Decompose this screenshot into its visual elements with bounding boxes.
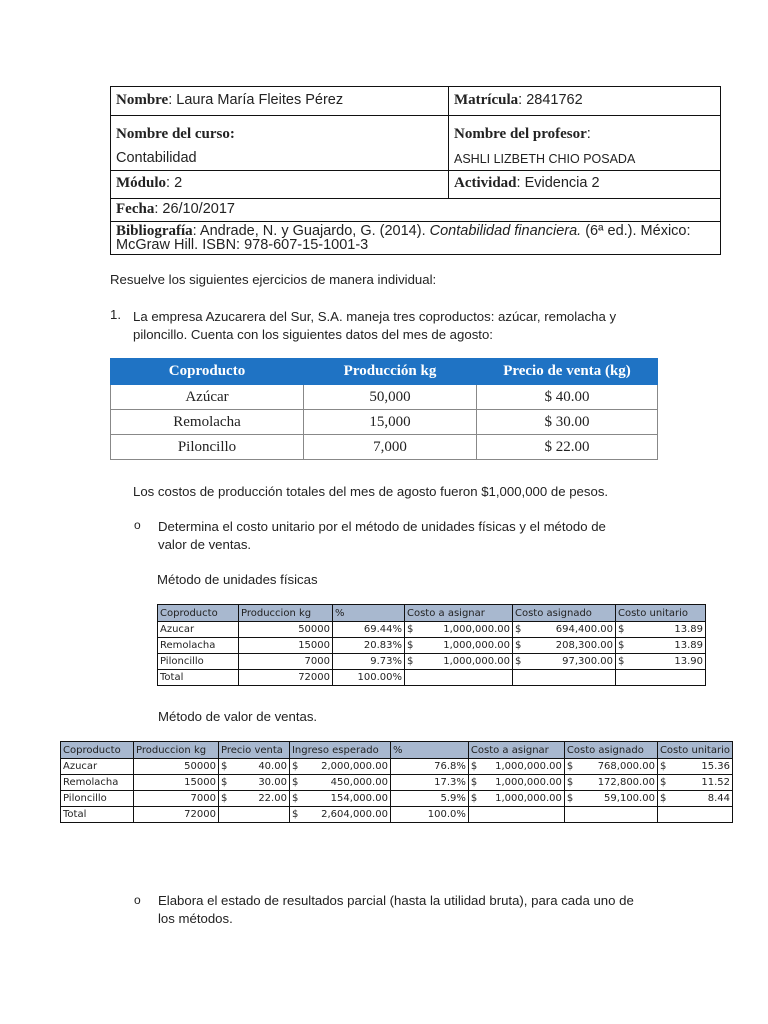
modulo-cell bbox=[111, 171, 449, 198]
currency-symbol: $ bbox=[515, 624, 522, 635]
bibliografia-edition: (6ª ed.). México: McGraw Hill. ISBN: 978-607-15-1001-3 bbox=[116, 223, 691, 253]
coproductos-header-row bbox=[111, 359, 658, 385]
t1-header-costo-unitario: Costo unitario bbox=[616, 605, 706, 622]
info-row-curso bbox=[111, 116, 720, 171]
t1-cell-name: Piloncillo bbox=[158, 654, 239, 670]
currency-symbol: $ bbox=[220, 761, 228, 772]
t2-cell-asignar bbox=[468, 759, 564, 775]
t1-cell-asignar bbox=[405, 622, 513, 638]
cell-precio: $ 30.00 bbox=[477, 410, 658, 435]
t1-cell-asignado bbox=[513, 654, 616, 670]
t1-total-pct: 100.00% bbox=[333, 670, 405, 686]
table-row bbox=[158, 622, 706, 638]
currency-symbol: $ bbox=[618, 656, 625, 667]
t2-cell-ingreso bbox=[289, 791, 390, 807]
fecha-label: Fecha bbox=[116, 201, 155, 217]
exercise-text-line1: La empresa Azucarera del Sur, S.A. maneja tres coproductos: azúcar, remolacha y bbox=[133, 309, 617, 324]
nombre-value: : Laura María Fleites Pérez bbox=[168, 92, 344, 108]
table-row bbox=[158, 638, 706, 654]
fecha-value: : 26/10/2017 bbox=[154, 201, 235, 217]
t2-header-costo-asignado: Costo asignado bbox=[564, 742, 657, 759]
info-row-bibliografia bbox=[111, 222, 720, 254]
t2-cell-name: Piloncillo bbox=[61, 791, 134, 807]
currency-symbol: $ bbox=[515, 656, 522, 667]
bibliografia-text: : Andrade, N. y Guajardo, G. (2014). bbox=[192, 223, 430, 239]
t1-value-unitario: 13.89 bbox=[674, 640, 703, 651]
t2-value-asignado: 59,100.00 bbox=[604, 793, 655, 804]
currency-symbol: $ bbox=[220, 793, 228, 804]
t2-cell-kg: 7000 bbox=[133, 791, 218, 807]
t2-cell-precio bbox=[218, 791, 289, 807]
profesor-cell: Nombre del profesor: ASHLI LIZBETH CHIO POSADA bbox=[449, 116, 720, 170]
currency-symbol: $ bbox=[618, 624, 625, 635]
t1-total-kg: 72000 bbox=[239, 670, 333, 686]
total-row bbox=[61, 807, 733, 823]
t2-cell-precio bbox=[218, 759, 289, 775]
nombre-label: Nombre bbox=[116, 92, 169, 108]
t2-header-ingreso: Ingreso esperado bbox=[289, 742, 390, 759]
t2-header-costo-asignar: Costo a asignar bbox=[468, 742, 564, 759]
actividad-label: Actividad bbox=[454, 175, 517, 191]
t2-cell-unitario bbox=[657, 759, 732, 775]
t1-cell-kg: 15000 bbox=[239, 638, 333, 654]
total-row bbox=[158, 670, 706, 686]
intro-text: Resuelve los siguientes ejercicios de manera individual: bbox=[110, 272, 437, 287]
t2-cell-asignado bbox=[564, 775, 657, 791]
nombre-cell bbox=[111, 87, 449, 115]
coproductos-table bbox=[110, 358, 658, 460]
xl-header-row bbox=[61, 742, 733, 759]
t2-value-asignar: 1,000,000.00 bbox=[495, 761, 562, 772]
cell-coproducto: Piloncillo bbox=[111, 435, 304, 460]
t1-header-costo-asignado: Costo asignado bbox=[513, 605, 616, 622]
t2-cell-name: Azucar bbox=[61, 759, 134, 775]
t1-cell-unitario bbox=[616, 638, 706, 654]
curso-value: Contabilidad bbox=[116, 150, 197, 166]
t2-total-pct: 100.0% bbox=[390, 807, 468, 823]
t1-header-produccion: Produccion kg bbox=[239, 605, 333, 622]
t1-header-pct: % bbox=[333, 605, 405, 622]
t2-header-costo-unitario: Costo unitario bbox=[657, 742, 732, 759]
xl-header-row bbox=[158, 605, 706, 622]
header-coproducto: Coproducto bbox=[111, 359, 304, 385]
t2-value-unitario: 11.52 bbox=[701, 777, 730, 788]
t1-value-asignado: 97,300.00 bbox=[562, 656, 613, 667]
t2-value-asignado: 172,800.00 bbox=[597, 777, 655, 788]
t2-cell-ingreso bbox=[289, 775, 390, 791]
modulo-value: : 2 bbox=[166, 175, 183, 191]
currency-symbol: $ bbox=[291, 777, 299, 788]
currency-symbol: $ bbox=[515, 640, 522, 651]
t1-cell-unitario bbox=[616, 654, 706, 670]
valor-ventas-table bbox=[60, 741, 733, 823]
t2-header-coproducto: Coproducto bbox=[61, 742, 134, 759]
currency-symbol: $ bbox=[291, 809, 299, 820]
t1-value-asignar: 1,000,000.00 bbox=[443, 640, 510, 651]
t2-total-empty bbox=[657, 807, 732, 823]
t1-cell-name: Remolacha bbox=[158, 638, 239, 654]
t1-total-empty bbox=[405, 670, 513, 686]
t2-cell-ingreso bbox=[289, 759, 390, 775]
matricula-label: Matrícula bbox=[454, 92, 519, 108]
t2-cell-precio bbox=[218, 775, 289, 791]
curso-label: Nombre del curso bbox=[116, 126, 230, 142]
t2-value-ingreso: 450,000.00 bbox=[330, 777, 388, 788]
unidades-fisicas-table bbox=[157, 604, 706, 686]
t1-value-asignar: 1,000,000.00 bbox=[443, 656, 510, 667]
table-row bbox=[111, 435, 658, 460]
t2-total-label: Total bbox=[61, 807, 134, 823]
currency-symbol: $ bbox=[407, 624, 414, 635]
t2-header-pct: % bbox=[390, 742, 468, 759]
bullet1-line1: Determina el costo unitario por el método de unidades físicas y el método de bbox=[158, 519, 606, 534]
t1-cell-pct: 20.83% bbox=[333, 638, 405, 654]
t2-value-asignar: 1,000,000.00 bbox=[495, 793, 562, 804]
modulo-label: Módulo bbox=[116, 175, 167, 191]
actividad-value: : Evidencia 2 bbox=[516, 175, 600, 191]
t1-cell-asignar bbox=[405, 638, 513, 654]
t1-cell-asignado bbox=[513, 622, 616, 638]
t2-cell-pct: 17.3% bbox=[390, 775, 468, 791]
currency-symbol: $ bbox=[659, 793, 667, 804]
t2-value-precio: 22.00 bbox=[258, 793, 287, 804]
t2-value-ingreso: 2,000,000.00 bbox=[321, 761, 388, 772]
profesor-value: ASHLI LIZBETH CHIO POSADA bbox=[454, 152, 636, 166]
cell-coproducto: Remolacha bbox=[111, 410, 304, 435]
t1-value-asignado: 208,300.00 bbox=[555, 640, 613, 651]
t1-header-coproducto: Coproducto bbox=[158, 605, 239, 622]
t1-cell-unitario bbox=[616, 622, 706, 638]
metodo2-title: Método de valor de ventas. bbox=[158, 709, 318, 724]
currency-symbol: $ bbox=[407, 656, 414, 667]
info-row-modulo bbox=[111, 171, 720, 199]
t2-total-ingreso bbox=[289, 807, 390, 823]
actividad-cell bbox=[449, 171, 720, 198]
currency-symbol: $ bbox=[291, 761, 299, 772]
cell-produccion: 7,000 bbox=[304, 435, 477, 460]
t1-cell-kg: 7000 bbox=[239, 654, 333, 670]
t2-cell-unitario bbox=[657, 791, 732, 807]
t1-cell-pct: 69.44% bbox=[333, 622, 405, 638]
t1-header-costo-asignar: Costo a asignar bbox=[405, 605, 513, 622]
t2-value-total-ingreso: 2,604,000.00 bbox=[321, 809, 388, 820]
currency-symbol: $ bbox=[618, 640, 625, 651]
t1-cell-name: Azucar bbox=[158, 622, 239, 638]
t2-total-kg: 72000 bbox=[133, 807, 218, 823]
t2-cell-kg: 50000 bbox=[133, 759, 218, 775]
matricula-value: : 2841762 bbox=[518, 92, 583, 108]
table-row bbox=[111, 385, 658, 410]
cell-precio: $ 22.00 bbox=[477, 435, 658, 460]
t2-cell-pct: 5.9% bbox=[390, 791, 468, 807]
costos-text: Los costos de producción totales del mes de agosto fueron $1,000,000 de pesos. bbox=[133, 484, 609, 499]
bullet-icon: o bbox=[134, 518, 141, 532]
info-row-fecha bbox=[111, 199, 720, 222]
t2-value-asignado: 768,000.00 bbox=[597, 761, 655, 772]
bullet2-line1: Elabora el estado de resultados parcial (hasta la utilidad bruta), para cada uno de bbox=[158, 893, 634, 908]
currency-symbol: $ bbox=[220, 777, 228, 788]
currency-symbol: $ bbox=[470, 793, 478, 804]
header-precio: Precio de venta (kg) bbox=[477, 359, 658, 385]
t1-cell-kg: 50000 bbox=[239, 622, 333, 638]
t1-cell-asignado bbox=[513, 638, 616, 654]
currency-symbol: $ bbox=[407, 640, 414, 651]
t1-total-label: Total bbox=[158, 670, 239, 686]
t2-value-asignar: 1,000,000.00 bbox=[495, 777, 562, 788]
table-row bbox=[158, 654, 706, 670]
bibliografia-cell bbox=[111, 222, 720, 254]
t2-value-ingreso: 154,000.00 bbox=[330, 793, 388, 804]
header-produccion: Producción kg bbox=[304, 359, 477, 385]
t2-cell-pct: 76.8% bbox=[390, 759, 468, 775]
t1-value-unitario: 13.89 bbox=[674, 624, 703, 635]
currency-symbol: $ bbox=[659, 761, 667, 772]
t1-value-unitario: 13.90 bbox=[674, 656, 703, 667]
t2-cell-asignar bbox=[468, 775, 564, 791]
t2-cell-asignado bbox=[564, 791, 657, 807]
fecha-cell bbox=[111, 199, 240, 221]
t2-cell-asignado bbox=[564, 759, 657, 775]
currency-symbol: $ bbox=[566, 761, 574, 772]
bullet1-line2: valor de ventas. bbox=[158, 537, 252, 552]
t2-cell-asignar bbox=[468, 791, 564, 807]
t2-total-empty bbox=[218, 807, 289, 823]
t2-total-empty bbox=[468, 807, 564, 823]
cell-produccion: 50,000 bbox=[304, 385, 477, 410]
cell-produccion: 15,000 bbox=[304, 410, 477, 435]
currency-symbol: $ bbox=[470, 761, 478, 772]
table-row bbox=[61, 775, 733, 791]
currency-symbol: $ bbox=[470, 777, 478, 788]
t2-value-precio: 30.00 bbox=[258, 777, 287, 788]
currency-symbol: $ bbox=[291, 793, 299, 804]
t2-cell-unitario bbox=[657, 775, 732, 791]
t1-total-empty bbox=[513, 670, 616, 686]
t2-value-unitario: 8.44 bbox=[707, 793, 730, 804]
t1-total-empty bbox=[616, 670, 706, 686]
profesor-label: Nombre del profesor bbox=[454, 126, 587, 142]
cell-coproducto: Azúcar bbox=[111, 385, 304, 410]
t1-value-asignar: 1,000,000.00 bbox=[443, 624, 510, 635]
currency-symbol: $ bbox=[659, 777, 667, 788]
t2-value-precio: 40.00 bbox=[258, 761, 287, 772]
exercise-number: 1. bbox=[110, 307, 121, 322]
bullet2-line2: los métodos. bbox=[158, 911, 233, 926]
curso-cell: Nombre del curso: Contabilidad bbox=[111, 116, 449, 170]
currency-symbol: $ bbox=[566, 793, 574, 804]
t2-cell-kg: 15000 bbox=[133, 775, 218, 791]
student-info-table bbox=[110, 86, 721, 255]
table-row bbox=[61, 759, 733, 775]
bullet-icon: o bbox=[134, 893, 141, 907]
t2-total-empty bbox=[564, 807, 657, 823]
bibliografia-title: Contabilidad financiera. bbox=[429, 223, 582, 239]
matricula-cell bbox=[449, 87, 720, 115]
t1-cell-pct: 9.73% bbox=[333, 654, 405, 670]
table-row bbox=[61, 791, 733, 807]
info-row-nombre bbox=[111, 87, 720, 116]
t2-header-precio: Precio venta bbox=[218, 742, 289, 759]
metodo1-title: Método de unidades físicas bbox=[157, 572, 318, 587]
t1-value-asignado: 694,400.00 bbox=[555, 624, 613, 635]
exercise-text-line2: piloncillo. Cuenta con los siguientes datos del mes de agosto: bbox=[133, 327, 493, 342]
cell-precio: $ 40.00 bbox=[477, 385, 658, 410]
currency-symbol: $ bbox=[566, 777, 574, 788]
bibliografia-label: Bibliografía bbox=[116, 223, 193, 239]
t2-header-produccion: Produccion kg bbox=[133, 742, 218, 759]
table-row bbox=[111, 410, 658, 435]
t1-cell-asignar bbox=[405, 654, 513, 670]
t2-cell-name: Remolacha bbox=[61, 775, 134, 791]
t2-value-unitario: 15.36 bbox=[701, 761, 730, 772]
